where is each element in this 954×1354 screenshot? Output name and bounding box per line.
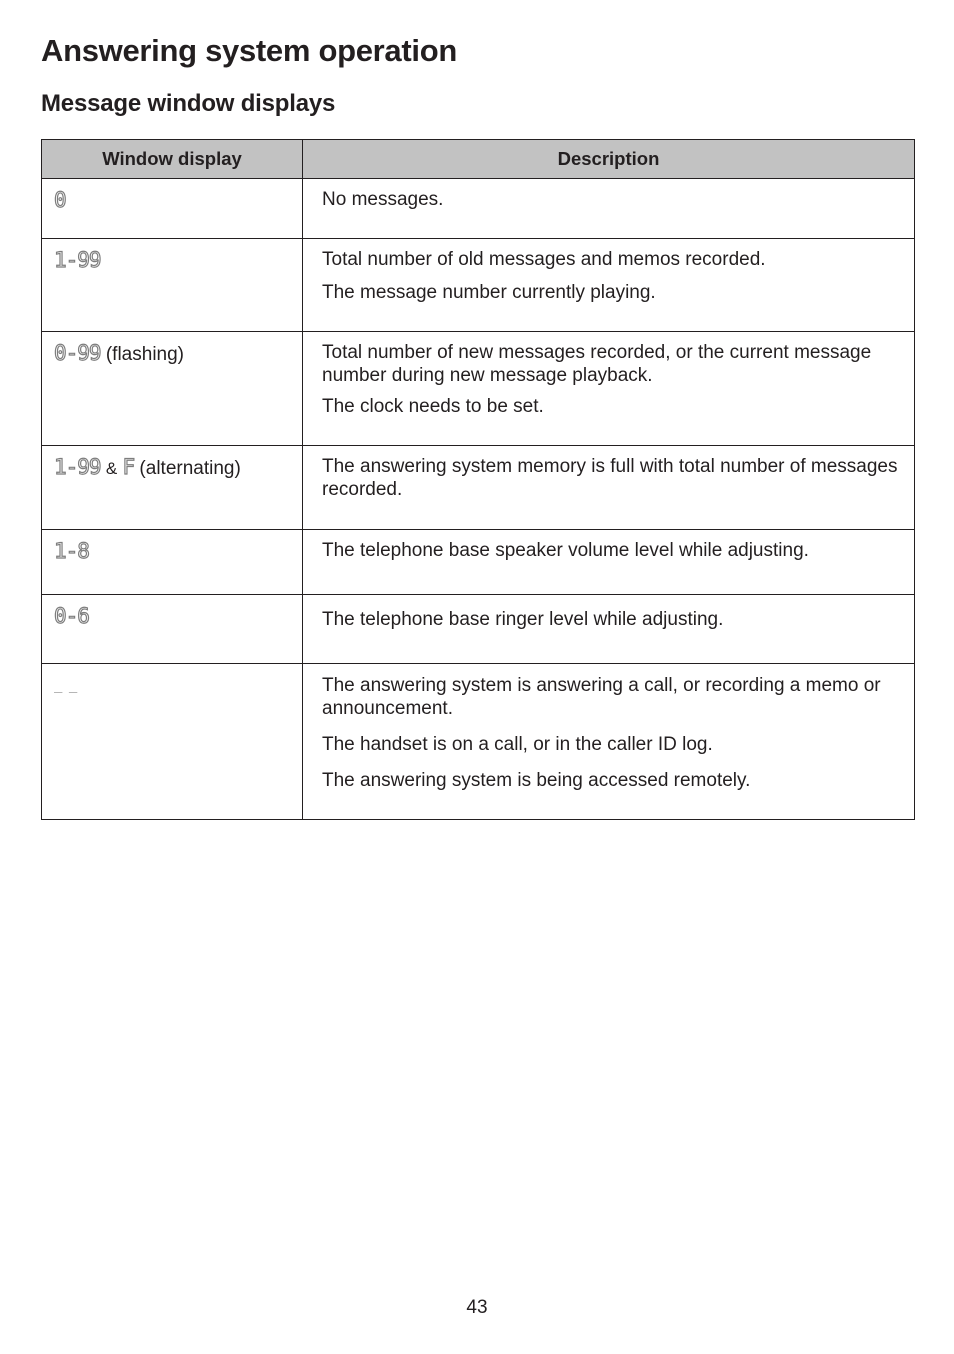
column-header-window-display: Window display: [42, 140, 303, 179]
description-text: The handset is on a call, or in the caller ID log.: [322, 734, 713, 755]
description-text: The answering system memory is full with total number of messages recorded.: [322, 456, 898, 500]
table-row: [42, 332, 915, 446]
description-cell: [303, 595, 915, 664]
description-text: No messages.: [322, 189, 444, 210]
section-title: Message window displays: [41, 90, 336, 117]
table-row: [42, 239, 915, 332]
column-header-description: Description: [303, 140, 915, 179]
description-text: Total number of new messages recorded, or the current message number during new message playback.: [322, 342, 872, 386]
window-display-cell: [42, 664, 303, 820]
lcd-display-value: 0-6: [54, 604, 89, 628]
window-display-cell: [42, 530, 303, 595]
lcd-display-value: 1-99: [54, 455, 101, 479]
page-number: 43: [466, 1297, 488, 1318]
window-display-cell: [42, 332, 303, 446]
window-display-cell: [42, 179, 303, 239]
page-title: Answering system operation: [41, 33, 457, 68]
window-display-cell: [42, 595, 303, 664]
table-row: [42, 664, 915, 820]
description-text: The message number currently playing.: [322, 282, 656, 303]
display-note: (flashing): [105, 344, 185, 365]
display-ampersand: &: [105, 459, 118, 478]
table-header-row: [42, 140, 915, 179]
description-cell: [303, 332, 915, 446]
description-text: Total number of old messages and memos recorded.: [322, 249, 766, 270]
description-cell: [303, 664, 915, 820]
description-text: The telephone base speaker volume level while adjusting.: [322, 540, 809, 561]
lcd-display-value: 0: [54, 188, 66, 212]
lcd-display-value: 1-99: [54, 248, 101, 272]
display-note: (alternating): [139, 458, 241, 479]
table-row: [42, 446, 915, 530]
lcd-display-value: 1-8: [54, 539, 89, 563]
lcd-display-value: _ _: [54, 677, 77, 693]
window-display-cell: [42, 239, 303, 332]
window-display-cell: [42, 446, 303, 530]
description-cell: [303, 446, 915, 530]
description-text: The answering system is answering a call, or recording a memo or announcement.: [322, 675, 881, 719]
description-cell: [303, 530, 915, 595]
description-text: The telephone base ringer level while adjusting.: [322, 609, 724, 630]
lcd-display-value: 0-99: [54, 341, 101, 365]
description-text: The answering system is being accessed remotely.: [322, 770, 751, 791]
table-row: [42, 179, 915, 239]
table-row: [42, 595, 915, 664]
description-text: The clock needs to be set.: [322, 396, 544, 417]
lcd-display-extra: F: [122, 455, 135, 479]
description-cell: [303, 239, 915, 332]
description-cell: [303, 179, 915, 239]
table-row: [42, 530, 915, 595]
message-window-table: [41, 139, 915, 820]
